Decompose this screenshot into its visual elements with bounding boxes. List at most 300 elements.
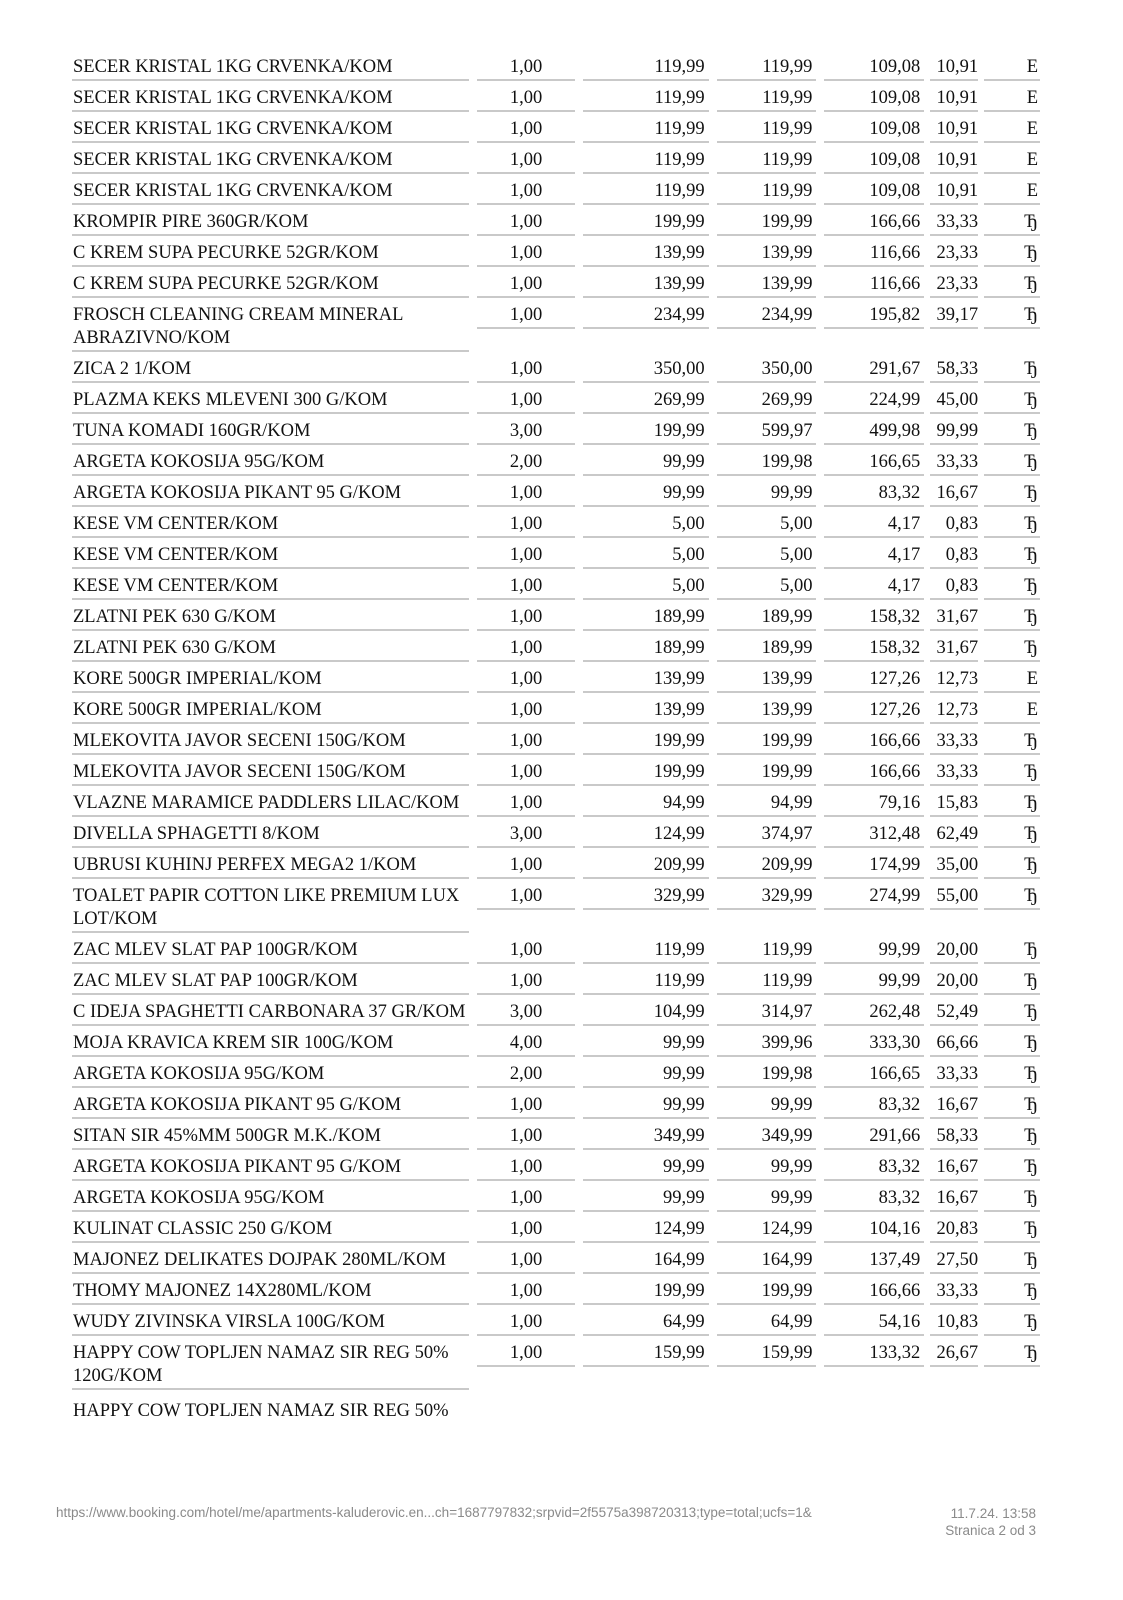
item-vat: 58,33 (930, 358, 978, 383)
table-row (72, 56, 1040, 87)
item-vat: 23,33 (930, 273, 978, 298)
item-tax-base: 83,32 (824, 1094, 924, 1119)
item-vat: 58,33 (930, 1125, 978, 1150)
item-vat: 16,67 (930, 482, 978, 507)
item-tax-base: 4,17 (824, 513, 924, 538)
table-row (72, 668, 1040, 699)
item-total: 99,99 (717, 482, 817, 507)
item-tax-base: 274,99 (824, 885, 924, 910)
item-quantity: 1,00 (477, 358, 575, 383)
item-total: 350,00 (717, 358, 817, 383)
item-quantity: 1,00 (477, 544, 575, 569)
item-vat: 12,73 (930, 668, 978, 693)
item-tax-base: 83,32 (824, 1187, 924, 1212)
item-vat: 33,33 (930, 1063, 978, 1088)
item-tax-label: Ђ (984, 730, 1040, 755)
table-row (72, 118, 1040, 149)
item-quantity: 1,00 (477, 56, 575, 81)
item-vat: 33,33 (930, 451, 978, 476)
table-row (72, 358, 1040, 389)
item-name: PLAZMA KEKS MLEVENI 300 G/KOM (72, 389, 469, 414)
item-tax-base: 104,16 (824, 1218, 924, 1243)
item-total: 199,99 (717, 1280, 817, 1305)
item-tax-base: 109,08 (824, 87, 924, 112)
item-name: KESE VM CENTER/KOM (72, 513, 469, 538)
table-row (72, 180, 1040, 211)
receipt-table (72, 56, 1040, 1396)
item-name: MAJONEZ DELIKATES DOJPAK 280ML/KOM (72, 1249, 469, 1274)
item-total: 189,99 (717, 637, 817, 662)
item-tax-label: Ђ (984, 637, 1040, 662)
table-row (72, 1156, 1040, 1187)
item-tax-label: Ђ (984, 1125, 1040, 1150)
item-name: FROSCH CLEANING CREAM MINERAL ABRAZIVNO/KOM (72, 304, 469, 352)
item-name: MLEKOVITA JAVOR SECENI 150G/KOM (72, 761, 469, 786)
item-tax-base: 158,32 (824, 606, 924, 631)
item-name: SECER KRISTAL 1KG CRVENKA/KOM (72, 180, 469, 205)
item-vat: 15,83 (930, 792, 978, 817)
item-tax-label: Ђ (984, 885, 1040, 910)
item-tax-label: Ђ (984, 304, 1040, 329)
item-vat: 45,00 (930, 389, 978, 414)
table-row (72, 761, 1040, 792)
item-tax-label: Ђ (984, 1218, 1040, 1243)
item-name: KROMPIR PIRE 360GR/KOM (72, 211, 469, 236)
item-tax-label: Ђ (984, 1094, 1040, 1119)
item-vat: 16,67 (930, 1094, 978, 1119)
item-quantity: 3,00 (477, 823, 575, 848)
item-tax-base: 158,32 (824, 637, 924, 662)
item-total: 234,99 (717, 304, 817, 329)
item-quantity: 3,00 (477, 1001, 575, 1026)
item-tax-base: 83,32 (824, 1156, 924, 1181)
item-unit-price: 119,99 (583, 939, 709, 964)
item-quantity: 1,00 (477, 1249, 575, 1274)
item-vat: 0,83 (930, 513, 978, 538)
item-tax-label: Ђ (984, 1156, 1040, 1181)
item-quantity: 1,00 (477, 1218, 575, 1243)
item-tax-base: 109,08 (824, 118, 924, 143)
item-total: 159,99 (717, 1342, 817, 1367)
item-unit-price: 99,99 (583, 1156, 709, 1181)
table-row (72, 389, 1040, 420)
item-tax-base: 166,65 (824, 1063, 924, 1088)
item-vat: 33,33 (930, 211, 978, 236)
item-total: 5,00 (717, 575, 817, 600)
item-quantity: 1,00 (477, 854, 575, 879)
item-name: THOMY MAJONEZ 14X280ML/KOM (72, 1280, 469, 1305)
item-tax-base: 137,49 (824, 1249, 924, 1274)
item-tax-label: Е (984, 56, 1040, 81)
item-tax-base: 333,30 (824, 1032, 924, 1057)
table-row (72, 1342, 1040, 1396)
item-tax-label: Ђ (984, 451, 1040, 476)
item-vat: 10,83 (930, 1311, 978, 1336)
item-vat: 52,49 (930, 1001, 978, 1026)
item-tax-label: Ђ (984, 211, 1040, 236)
item-total: 199,99 (717, 761, 817, 786)
footer-page-number: Stranica 2 od 3 (945, 1523, 1036, 1538)
item-total: 349,99 (717, 1125, 817, 1150)
item-tax-label: Е (984, 87, 1040, 112)
item-vat: 62,49 (930, 823, 978, 848)
item-total: 64,99 (717, 1311, 817, 1336)
item-vat: 10,91 (930, 118, 978, 143)
item-unit-price: 189,99 (583, 606, 709, 631)
table-row (72, 1063, 1040, 1094)
item-tax-label: Ђ (984, 544, 1040, 569)
item-quantity: 1,00 (477, 730, 575, 755)
item-vat: 10,91 (930, 87, 978, 112)
item-tax-base: 99,99 (824, 970, 924, 995)
item-quantity: 1,00 (477, 575, 575, 600)
table-row (72, 242, 1040, 273)
item-total: 5,00 (717, 544, 817, 569)
item-unit-price: 350,00 (583, 358, 709, 383)
item-unit-price: 99,99 (583, 1187, 709, 1212)
item-name: ZICA 2 1/KOM (72, 358, 469, 383)
item-tax-label: Ђ (984, 1249, 1040, 1274)
item-vat: 55,00 (930, 885, 978, 910)
item-vat: 10,91 (930, 149, 978, 174)
item-quantity: 1,00 (477, 1094, 575, 1119)
item-tax-base: 195,82 (824, 304, 924, 329)
item-total: 599,97 (717, 420, 817, 445)
item-total: 119,99 (717, 118, 817, 143)
item-tax-label: Ђ (984, 482, 1040, 507)
item-tax-label: Ђ (984, 939, 1040, 964)
item-unit-price: 139,99 (583, 668, 709, 693)
item-quantity: 2,00 (477, 1063, 575, 1088)
item-unit-price: 164,99 (583, 1249, 709, 1274)
table-row (72, 304, 1040, 358)
item-quantity: 1,00 (477, 273, 575, 298)
item-total: 5,00 (717, 513, 817, 538)
item-unit-price: 99,99 (583, 1063, 709, 1088)
item-tax-base: 166,66 (824, 730, 924, 755)
item-quantity: 1,00 (477, 761, 575, 786)
item-tax-label: Ђ (984, 606, 1040, 631)
item-vat: 31,67 (930, 637, 978, 662)
item-tax-label: Ђ (984, 1311, 1040, 1336)
item-total: 99,99 (717, 1156, 817, 1181)
item-quantity: 2,00 (477, 451, 575, 476)
item-unit-price: 139,99 (583, 273, 709, 298)
item-tax-base: 116,66 (824, 273, 924, 298)
item-name: ARGETA KOKOSIJA 95G/KOM (72, 1187, 469, 1212)
item-tax-base: 109,08 (824, 56, 924, 81)
item-unit-price: 139,99 (583, 242, 709, 267)
item-name: C IDEJA SPAGHETTI CARBONARA 37 GR/KOM (72, 1001, 469, 1026)
item-vat: 27,50 (930, 1249, 978, 1274)
table-row (72, 211, 1040, 242)
item-unit-price: 124,99 (583, 1218, 709, 1243)
table-row (72, 1218, 1040, 1249)
item-tax-base: 4,17 (824, 575, 924, 600)
item-unit-price: 199,99 (583, 420, 709, 445)
item-total: 164,99 (717, 1249, 817, 1274)
item-name: ZAC MLEV SLAT PAP 100GR/KOM (72, 939, 469, 964)
item-tax-base: 109,08 (824, 180, 924, 205)
item-tax-label: Е (984, 699, 1040, 724)
item-vat: 0,83 (930, 575, 978, 600)
item-quantity: 1,00 (477, 1311, 575, 1336)
item-unit-price: 209,99 (583, 854, 709, 879)
item-quantity: 1,00 (477, 1125, 575, 1150)
trailing-item-name: HAPPY COW TOPLJEN NAMAZ SIR REG 50% (73, 1401, 449, 1421)
item-total: 374,97 (717, 823, 817, 848)
item-tax-base: 262,48 (824, 1001, 924, 1026)
item-name: ARGETA KOKOSIJA PIKANT 95 G/KOM (72, 1094, 469, 1119)
item-total: 139,99 (717, 668, 817, 693)
item-name: ARGETA KOKOSIJA 95G/KOM (72, 1063, 469, 1088)
item-quantity: 1,00 (477, 242, 575, 267)
item-total: 269,99 (717, 389, 817, 414)
item-tax-label: Е (984, 118, 1040, 143)
item-unit-price: 159,99 (583, 1342, 709, 1367)
item-name: TUNA KOMADI 160GR/KOM (72, 420, 469, 445)
item-tax-base: 499,98 (824, 420, 924, 445)
item-total: 139,99 (717, 273, 817, 298)
item-tax-label: Ђ (984, 513, 1040, 538)
item-tax-base: 166,66 (824, 211, 924, 236)
table-row (72, 637, 1040, 668)
item-unit-price: 119,99 (583, 56, 709, 81)
item-vat: 10,91 (930, 180, 978, 205)
item-quantity: 1,00 (477, 87, 575, 112)
item-tax-label: Ђ (984, 358, 1040, 383)
item-name: SECER KRISTAL 1KG CRVENKA/KOM (72, 149, 469, 174)
item-tax-label: Ђ (984, 1280, 1040, 1305)
table-row (72, 87, 1040, 118)
item-quantity: 1,00 (477, 149, 575, 174)
item-total: 99,99 (717, 1187, 817, 1212)
item-name: MLEKOVITA JAVOR SECENI 150G/KOM (72, 730, 469, 755)
item-tax-base: 174,99 (824, 854, 924, 879)
item-name: ZLATNI PEK 630 G/KOM (72, 637, 469, 662)
table-row (72, 970, 1040, 1001)
item-tax-base: 127,26 (824, 668, 924, 693)
item-unit-price: 99,99 (583, 482, 709, 507)
item-quantity: 1,00 (477, 389, 575, 414)
table-row (72, 1125, 1040, 1156)
item-vat: 16,67 (930, 1187, 978, 1212)
item-unit-price: 94,99 (583, 792, 709, 817)
item-unit-price: 269,99 (583, 389, 709, 414)
item-total: 189,99 (717, 606, 817, 631)
table-row (72, 792, 1040, 823)
footer-meta (945, 1505, 1036, 1539)
item-unit-price: 329,99 (583, 885, 709, 910)
item-tax-base: 166,66 (824, 761, 924, 786)
item-vat: 16,67 (930, 1156, 978, 1181)
footer-datetime: 11.7.24. 13:58 (950, 1506, 1036, 1521)
table-row (72, 606, 1040, 637)
table-row (72, 1094, 1040, 1125)
item-total: 199,98 (717, 1063, 817, 1088)
item-tax-label: Ђ (984, 1063, 1040, 1088)
item-quantity: 1,00 (477, 699, 575, 724)
table-row (72, 1280, 1040, 1311)
item-unit-price: 5,00 (583, 513, 709, 538)
item-name: C KREM SUPA PECURKE 52GR/KOM (72, 273, 469, 298)
table-row (72, 939, 1040, 970)
item-unit-price: 104,99 (583, 1001, 709, 1026)
item-vat: 35,00 (930, 854, 978, 879)
table-row (72, 1249, 1040, 1280)
item-tax-label: Ђ (984, 970, 1040, 995)
item-quantity: 1,00 (477, 1280, 575, 1305)
item-name: KORE 500GR IMPERIAL/KOM (72, 668, 469, 693)
item-tax-label: Ђ (984, 1032, 1040, 1057)
item-quantity: 1,00 (477, 1342, 575, 1367)
item-total: 139,99 (717, 242, 817, 267)
item-unit-price: 199,99 (583, 211, 709, 236)
item-tax-base: 83,32 (824, 482, 924, 507)
table-row (72, 451, 1040, 482)
item-tax-base: 224,99 (824, 389, 924, 414)
table-row (72, 544, 1040, 575)
item-total: 329,99 (717, 885, 817, 910)
table-row (72, 513, 1040, 544)
item-tax-base: 133,32 (824, 1342, 924, 1367)
table-row (72, 699, 1040, 730)
item-name: ARGETA KOKOSIJA PIKANT 95 G/KOM (72, 1156, 469, 1181)
item-total: 199,99 (717, 211, 817, 236)
item-unit-price: 119,99 (583, 149, 709, 174)
item-quantity: 3,00 (477, 420, 575, 445)
item-tax-label: Ђ (984, 1001, 1040, 1026)
item-quantity: 1,00 (477, 1156, 575, 1181)
item-tax-label: Ђ (984, 575, 1040, 600)
item-vat: 99,99 (930, 420, 978, 445)
item-tax-base: 291,67 (824, 358, 924, 383)
item-vat: 33,33 (930, 761, 978, 786)
item-tax-base: 4,17 (824, 544, 924, 569)
item-tax-label: Е (984, 149, 1040, 174)
table-row (72, 420, 1040, 451)
item-tax-base: 166,65 (824, 451, 924, 476)
item-quantity: 1,00 (477, 118, 575, 143)
item-tax-base: 109,08 (824, 149, 924, 174)
footer-url[interactable]: https://www.booking.com/hotel/me/apartments-kaluderovic.en...ch=1687797832;srpvid=2f5575a398720313;type=total;ucfs=1& (56, 1505, 812, 1520)
item-tax-label: Ђ (984, 389, 1040, 414)
item-unit-price: 119,99 (583, 180, 709, 205)
item-quantity: 1,00 (477, 482, 575, 507)
item-unit-price: 119,99 (583, 970, 709, 995)
item-total: 119,99 (717, 87, 817, 112)
item-quantity: 1,00 (477, 513, 575, 538)
item-tax-base: 99,99 (824, 939, 924, 964)
item-unit-price: 99,99 (583, 1094, 709, 1119)
item-name: ARGETA KOKOSIJA 95G/KOM (72, 451, 469, 476)
item-tax-label: Ђ (984, 1187, 1040, 1212)
item-vat: 20,83 (930, 1218, 978, 1243)
item-quantity: 1,00 (477, 180, 575, 205)
item-vat: 66,66 (930, 1032, 978, 1057)
item-vat: 20,00 (930, 939, 978, 964)
item-tax-base: 116,66 (824, 242, 924, 267)
item-total: 199,98 (717, 451, 817, 476)
item-tax-base: 312,48 (824, 823, 924, 848)
item-vat: 31,67 (930, 606, 978, 631)
item-unit-price: 5,00 (583, 544, 709, 569)
item-unit-price: 119,99 (583, 118, 709, 143)
item-vat: 33,33 (930, 730, 978, 755)
item-tax-label: Ђ (984, 792, 1040, 817)
item-quantity: 1,00 (477, 606, 575, 631)
item-tax-label: Ђ (984, 854, 1040, 879)
item-name: MOJA KRAVICA KREM SIR 100G/KOM (72, 1032, 469, 1057)
item-name: DIVELLA SPHAGETTI 8/KOM (72, 823, 469, 848)
item-total: 94,99 (717, 792, 817, 817)
table-row (72, 823, 1040, 854)
item-quantity: 1,00 (477, 304, 575, 329)
item-unit-price: 234,99 (583, 304, 709, 329)
item-total: 124,99 (717, 1218, 817, 1243)
item-unit-price: 119,99 (583, 87, 709, 112)
table-row (72, 1187, 1040, 1218)
item-unit-price: 99,99 (583, 1032, 709, 1057)
item-tax-label: Ђ (984, 420, 1040, 445)
item-vat: 0,83 (930, 544, 978, 569)
item-name: SECER KRISTAL 1KG CRVENKA/KOM (72, 56, 469, 81)
item-total: 99,99 (717, 1094, 817, 1119)
item-vat: 20,00 (930, 970, 978, 995)
item-name: VLAZNE MARAMICE PADDLERS LILAC/KOM (72, 792, 469, 817)
item-quantity: 1,00 (477, 211, 575, 236)
item-unit-price: 99,99 (583, 451, 709, 476)
item-vat: 12,73 (930, 699, 978, 724)
item-name: KORE 500GR IMPERIAL/KOM (72, 699, 469, 724)
item-name: HAPPY COW TOPLJEN NAMAZ SIR REG 50% 120G/KOM (72, 1342, 469, 1390)
table-row (72, 730, 1040, 761)
item-quantity: 1,00 (477, 637, 575, 662)
item-name: KESE VM CENTER/KOM (72, 575, 469, 600)
table-row (72, 1032, 1040, 1063)
table-row (72, 482, 1040, 513)
item-total: 199,99 (717, 730, 817, 755)
item-name: KULINAT CLASSIC 250 G/KOM (72, 1218, 469, 1243)
item-total: 139,99 (717, 699, 817, 724)
item-tax-label: Ђ (984, 273, 1040, 298)
item-quantity: 1,00 (477, 885, 575, 910)
item-tax-base: 79,16 (824, 792, 924, 817)
item-unit-price: 189,99 (583, 637, 709, 662)
item-unit-price: 199,99 (583, 730, 709, 755)
trailing-item-row (72, 1400, 672, 1431)
item-unit-price: 199,99 (583, 761, 709, 786)
item-name: WUDY ZIVINSKA VIRSLA 100G/KOM (72, 1311, 469, 1336)
table-row (72, 1001, 1040, 1032)
item-unit-price: 5,00 (583, 575, 709, 600)
item-tax-label: Ђ (984, 823, 1040, 848)
item-tax-label: Е (984, 668, 1040, 693)
item-unit-price: 199,99 (583, 1280, 709, 1305)
item-vat: 26,67 (930, 1342, 978, 1367)
item-tax-base: 54,16 (824, 1311, 924, 1336)
item-tax-base: 166,66 (824, 1280, 924, 1305)
item-name: TOALET PAPIR COTTON LIKE PREMIUM LUX LOT/KOM (72, 885, 469, 933)
table-row (72, 575, 1040, 606)
table-row (72, 273, 1040, 304)
item-total: 119,99 (717, 939, 817, 964)
item-quantity: 1,00 (477, 668, 575, 693)
item-quantity: 1,00 (477, 970, 575, 995)
item-name: SECER KRISTAL 1KG CRVENKA/KOM (72, 118, 469, 143)
item-vat: 10,91 (930, 56, 978, 81)
item-vat: 33,33 (930, 1280, 978, 1305)
